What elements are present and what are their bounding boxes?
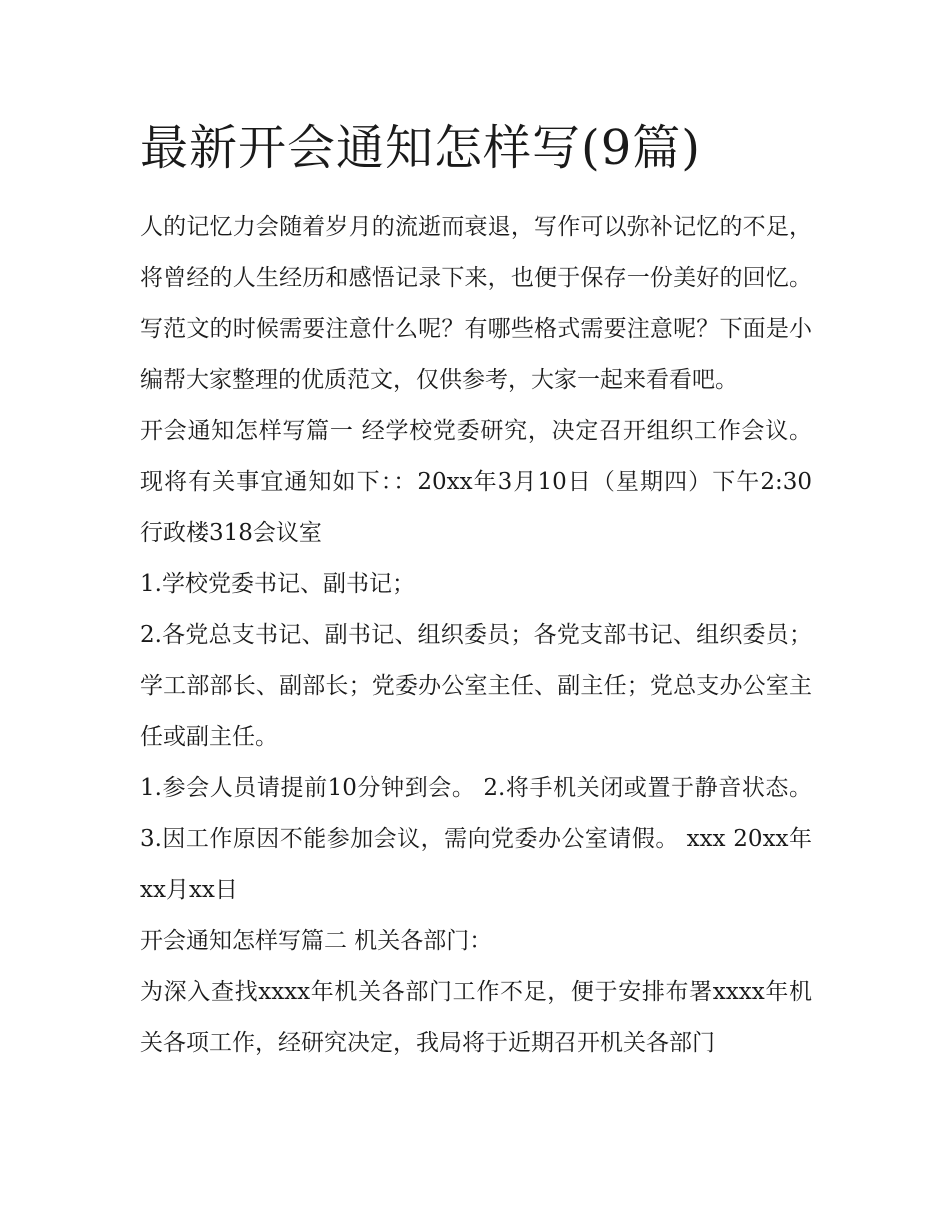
attendees-item-1: 1.学校党委书记、副书记； xyxy=(140,571,415,597)
notice-two-paragraph: 为深入查找xxxx年机关各部门工作不足，便于安排布署xxxx年机关各项工作，经研究决定，我局将于近期召开机关各部门 xyxy=(140,979,812,1056)
document-title: 最新开会通知怎样写(9篇) xyxy=(140,120,701,176)
notice-one-paragraph: 开会通知怎样写篇一 经学校党委研究，决定召开组织工作会议。现将有关事宜通知如下：：20xx年3月10日（星期四）下午2:30 行政楼318会议室 xyxy=(140,418,812,546)
intro-paragraph: 人的记忆力会随着岁月的流逝而衰退，写作可以弥补记忆的不足，将曾经的人生经历和感悟记录下来，也便于保存一份美好的回忆。写范文的时候需要注意什么呢？有哪些格式需要注意呢？下面是小编帮大家整理的优质范文，仅供参考，大家一起来看看吧。 xyxy=(140,214,812,393)
document-page xyxy=(140,108,812,1069)
requirements-paragraph: 1.参会人员请提前10分钟到会。 2.将手机关闭或置于静音状态。 3.因工作原因不能参加会议，需向党委办公室请假。 xxx 20xx年xx月xx日 xyxy=(140,775,812,903)
notice-two-heading: 开会通知怎样写篇二 机关各部门： xyxy=(140,928,493,954)
attendees-item-2: 2.各党总支书记、副书记、组织委员；各党支部书记、组织委员；学工部部长、副部长；党委办公室主任、副主任；党总支办公室主任或副主任。 xyxy=(140,622,812,750)
